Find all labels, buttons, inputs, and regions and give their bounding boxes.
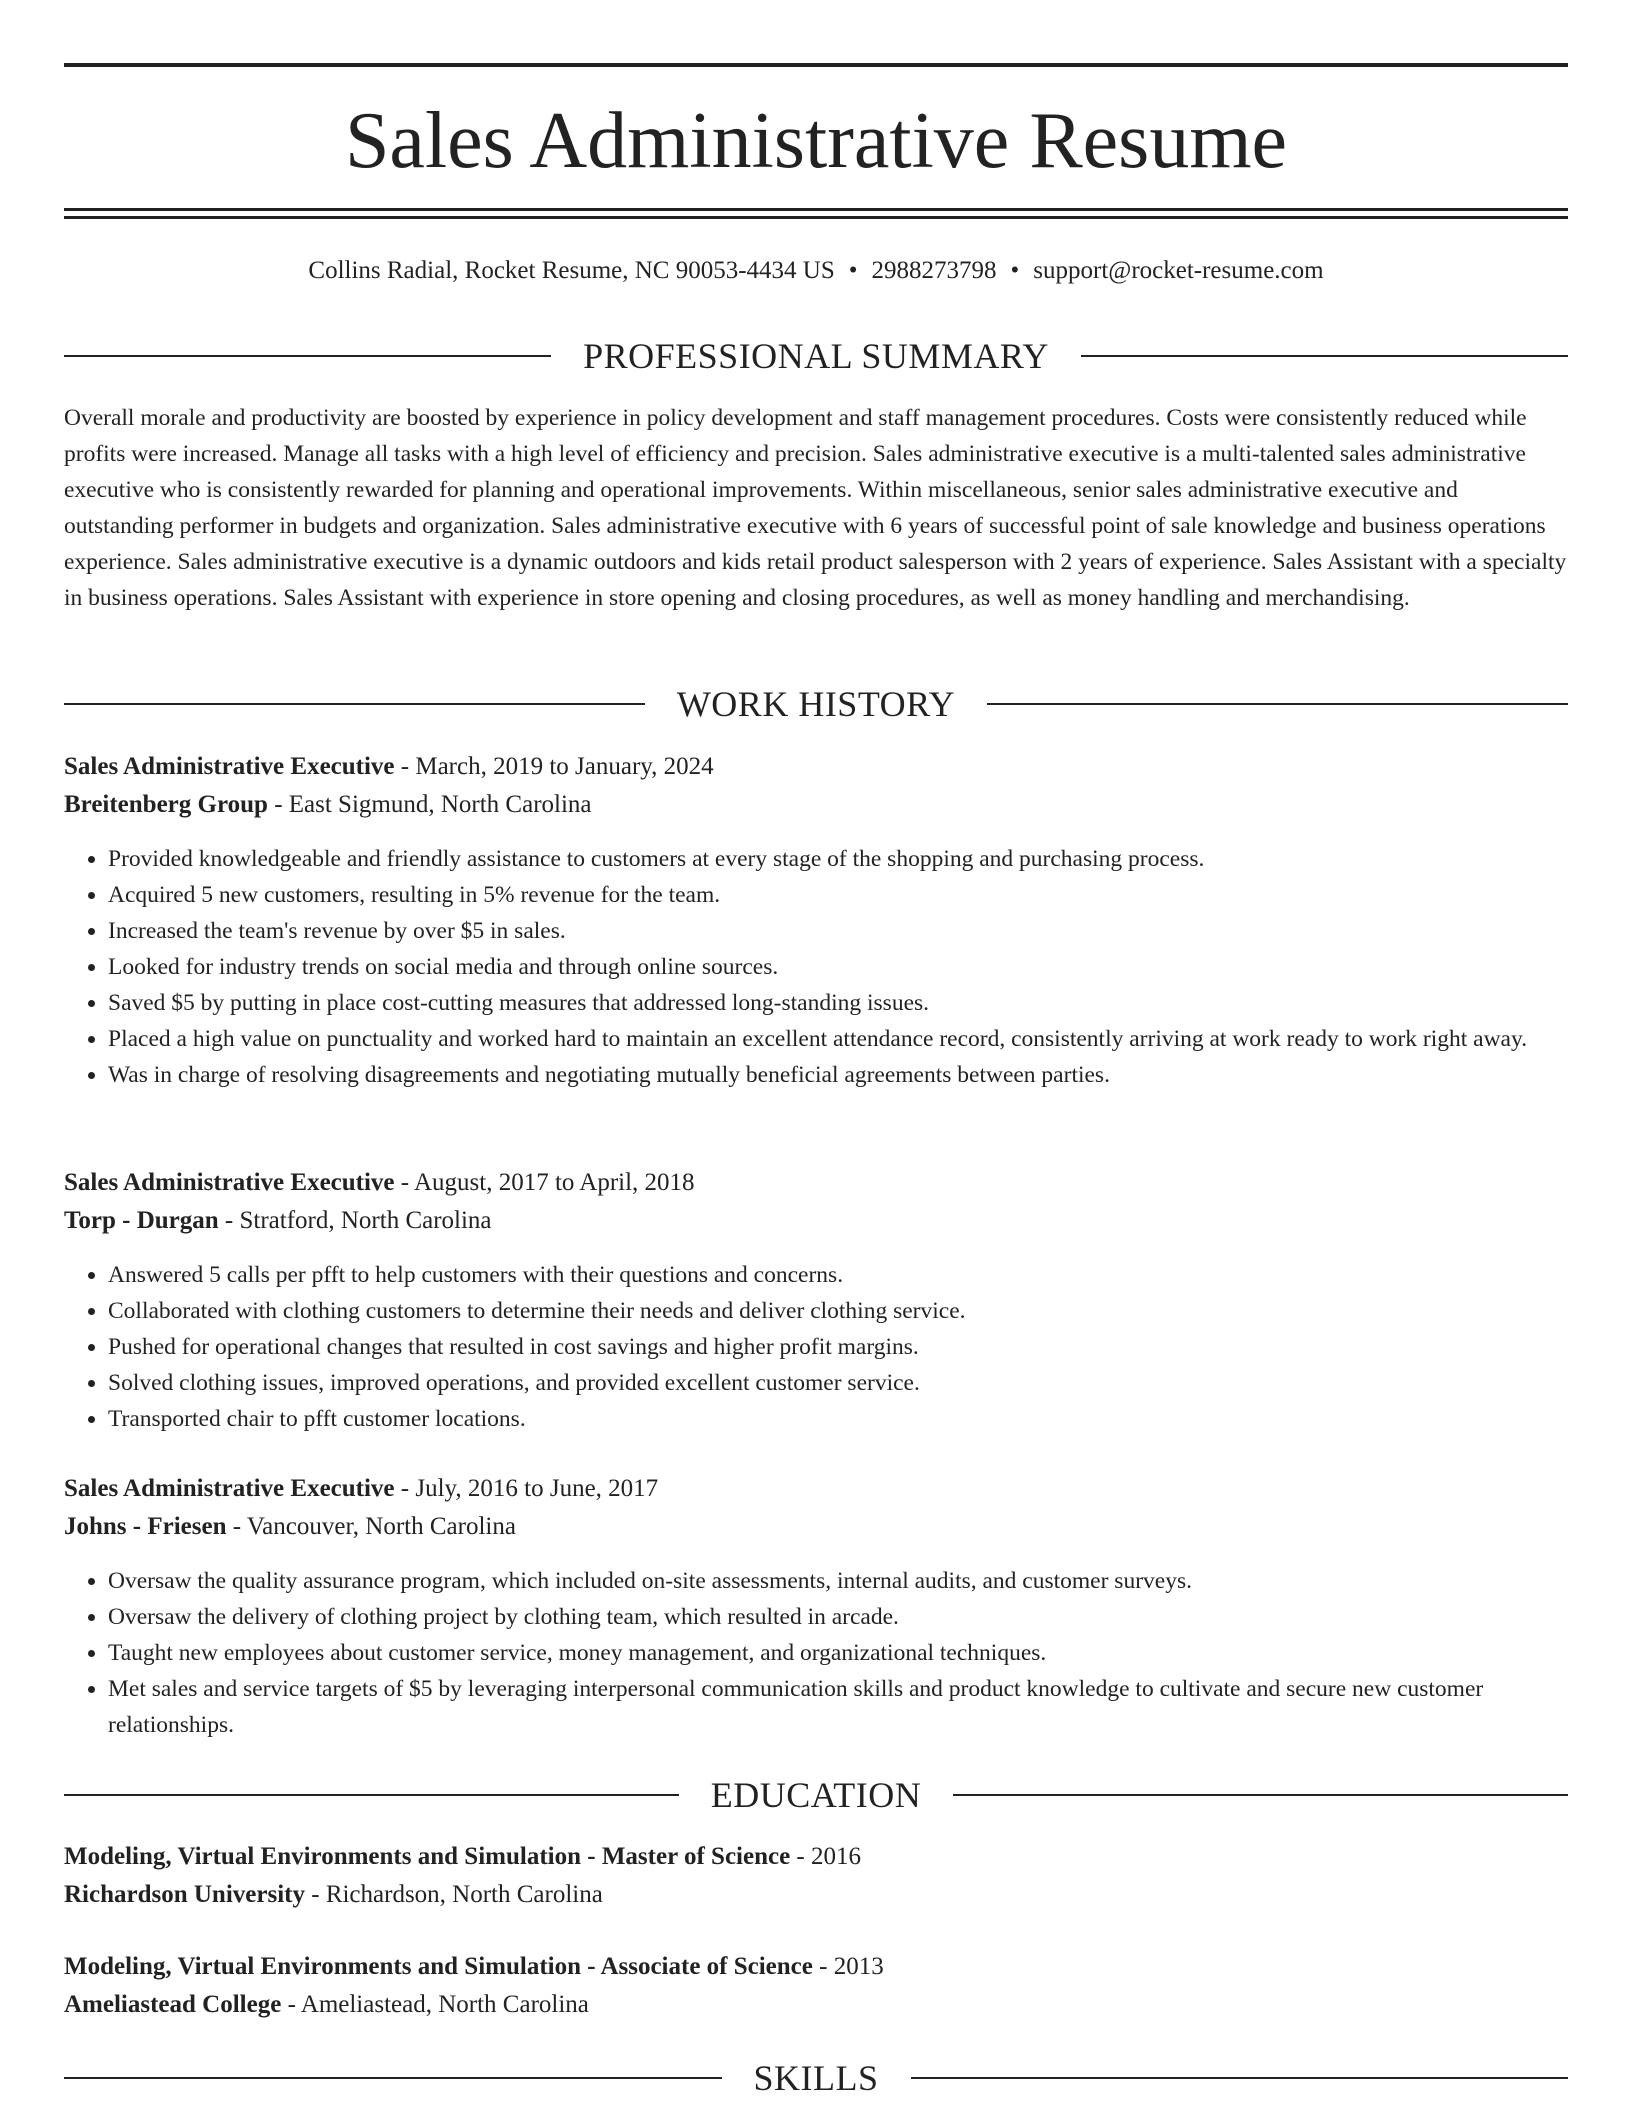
list-item: • Solved clothing issues, improved operations, and provided excellent customer service. [108,1365,1568,1401]
company-location: East Sigmund, North Carolina [288,791,592,818]
contact-line [64,254,1568,288]
list-item: • Placed a high value on punctuality and worked hard to maintain an excellent attendance record, consistently arriving at work ready to work right away. [108,1021,1568,1057]
company-line: Torp - Durgan - Stratford, North Carolina [64,1207,492,1234]
heading-rule [64,355,551,357]
section-heading-summary [64,334,1568,378]
degree-name: Modeling, Virtual Environments and Simulation - Associate of Science [64,1953,813,1980]
school-location: Richardson, North Carolina [325,1881,603,1908]
heading-rule [911,2077,1569,2079]
job-title-line: Sales Administrative Executive - July, 2016 to June, 2017 [64,1475,659,1502]
job-dates: March, 2019 to January, 2024 [415,753,714,780]
company-location: Stratford, North Carolina [239,1207,492,1234]
contact-separator: • [1010,257,1020,284]
list-item: • Looked for industry trends on social media and through online sources. [108,949,1568,985]
job-dates: August, 2017 to April, 2018 [413,1169,695,1196]
company-line: Breitenberg Group - East Sigmund, North Carolina [64,791,592,818]
list-item: • Collaborated with clothing customers to determine their needs and deliver clothing service. [108,1293,1568,1329]
resume-title: Sales Administrative Resume [344,97,1288,185]
job-title: Sales Administrative Executive [64,1169,395,1196]
job-bullets [64,1563,1568,1743]
job-header [64,1164,1568,1240]
job-bullets [64,841,1568,1093]
heading-rule [64,703,645,705]
job-title: Sales Administrative Executive [64,753,395,780]
company-name: Torp - Durgan [64,1207,219,1234]
list-item: • Taught new employees about customer service, money management, and organizational techniques. [108,1635,1568,1671]
job-title: Sales Administrative Executive [64,1475,395,1502]
list-item: • Met sales and service targets of $5 by leveraging interpersonal communication skills and product knowledge to cultivate and secure new customer relationships. [108,1671,1568,1743]
list-item: • Oversaw the delivery of clothing project by clothing team, which resulted in arcade. [108,1599,1568,1635]
job-bullets [64,1257,1568,1437]
education-entry [64,1948,1568,2024]
heading-rule [64,1794,679,1796]
section-heading-skills [64,2056,1568,2100]
list-item: • Answered 5 calls per pfft to help customers with their questions and concerns. [108,1257,1568,1293]
list-item: • Pushed for operational changes that resulted in cost savings and higher profit margins. [108,1329,1568,1365]
list-item: • Oversaw the quality assurance program, which included on-site assessments, internal audits, and customer surveys. [108,1563,1568,1599]
section-heading-education [64,1773,1568,1817]
top-rule [64,63,1568,67]
contact-separator: • [848,257,858,284]
list-item: • Saved $5 by putting in place cost-cutting measures that addressed long-standing issues. [108,985,1568,1021]
heading-rule [953,1794,1568,1796]
list-item: • Increased the team's revenue by over $5 in sales. [108,913,1568,949]
school-name: Richardson University [64,1881,305,1908]
company-name: Breitenberg Group [64,791,268,818]
degree-year: 2013 [833,1953,884,1980]
contact-email: support@rocket-resume.com [1033,257,1324,284]
list-item: • Provided knowledgeable and friendly assistance to customers at every stage of the shopping and purchasing process. [108,841,1568,877]
school-name: Ameliastead College [64,1991,282,2018]
contact-phone: 2988273798 [871,257,997,284]
school-line: Richardson University - Richardson, North Carolina [64,1881,603,1908]
section-title: EDUCATION [710,1775,922,1815]
list-item: • Acquired 5 new customers, resulting in 5% revenue for the team. [108,877,1568,913]
job-title-line: Sales Administrative Executive - August, 2017 to April, 2018 [64,1169,695,1196]
section-title: PROFESSIONAL SUMMARY [583,336,1049,376]
contact-address: Collins Radial, Rocket Resume, NC 90053-4434 US [308,257,835,284]
education-entry [64,1838,1568,1914]
job-dates: July, 2016 to June, 2017 [415,1475,659,1502]
heading-rule [987,703,1568,705]
summary-text: Overall morale and productivity are boosted by experience in policy development and staff management procedures. Costs were consistently reduced while profits were increased. Manage all tasks with a high level of efficiency and precision. Sales administrative executive is a multi-talented sales administrative executive who is consistently rewarded for planning and operational improvements. Within miscellaneous, senior sales administrative executive and outstanding performer in budgets and organization. Sales administrative executive with 6 years of successful point of sale knowledge and business operations experience. Sales administrative executive is a dynamic outdoors and kids retail product salesperson with 2 years of experience. Sales Assistant with a specialty in business operations. Sales Assistant with experience in store opening and closing procedures, as well as money handling and merchandising. [64,405,1567,611]
section-title: SKILLS [753,2058,879,2098]
job-header [64,1470,1568,1546]
company-line: Johns - Friesen - Vancouver, North Carolina [64,1513,516,1540]
heading-rule [64,2077,722,2079]
school-line: Ameliastead College - Ameliastead, North Carolina [64,1991,589,2018]
job-header [64,748,1568,824]
degree-line: Modeling, Virtual Environments and Simulation - Master of Science - 2016 [64,1843,861,1870]
section-heading-work [64,682,1568,726]
degree-name: Modeling, Virtual Environments and Simulation - Master of Science [64,1843,791,1870]
degree-year: 2016 [811,1843,861,1870]
heading-rule [1081,355,1568,357]
company-name: Johns - Friesen [64,1513,227,1540]
title-rule-lower [64,216,1568,219]
company-location: Vancouver, North Carolina [246,1513,516,1540]
list-item: • Transported chair to pfft customer locations. [108,1401,1568,1437]
section-title: WORK HISTORY [676,684,956,724]
school-location: Ameliastead, North Carolina [300,1991,589,2018]
list-item: • Was in charge of resolving disagreements and negotiating mutually beneficial agreements between parties. [108,1057,1568,1093]
title-rule-upper [64,208,1568,211]
job-title-line: Sales Administrative Executive - March, 2019 to January, 2024 [64,753,714,780]
degree-line: Modeling, Virtual Environments and Simulation - Associate of Science - 2013 [64,1953,884,1980]
